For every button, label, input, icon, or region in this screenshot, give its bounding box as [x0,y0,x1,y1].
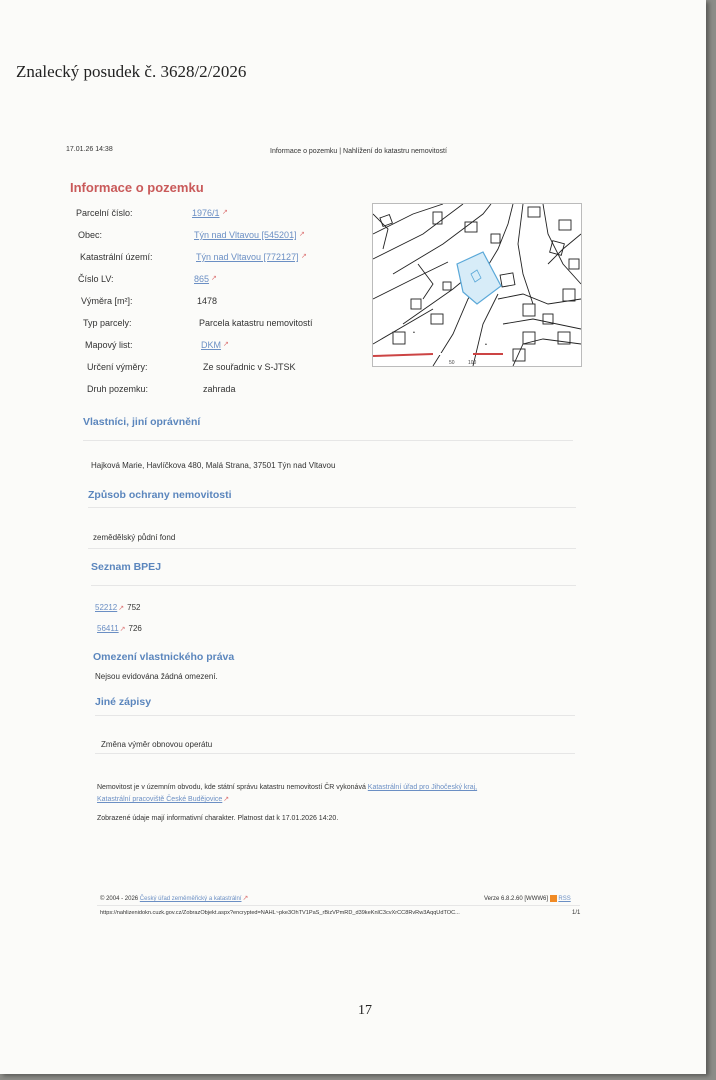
svg-text:•: • [413,330,415,336]
parcel-info-value: zahrada [203,384,236,394]
parcel-info-label: Výměra [m²]: [81,296,133,306]
office-link-workplace[interactable]: Katastrální pracoviště České Budějovice [97,796,223,803]
divider [95,753,575,754]
cadastral-map [372,203,582,367]
bpej-area: 752 [127,603,141,612]
divider [97,905,580,906]
owner-entry: Hajková Marie, Havlíčkova 480, Malá Strana, 37501 Týn nad Vltavou [91,461,336,470]
office-line-2 [97,795,229,803]
external-link-icon: ↗ [299,231,305,238]
restrictions-value: Nejsou evidována žádná omezení. [95,672,218,681]
external-link-icon: ↗ [301,253,307,260]
owners-heading: Vlastníci, jiní oprávnění [83,416,201,428]
parcel-info-label: Druh pozemku: [87,384,149,394]
other-records-value: Změna výměr obnovou operátu [101,740,213,749]
protection-heading: Způsob ochrany nemovitosti [88,489,232,501]
validity-note: Zobrazené údaje mají informativní charakter. Platnost dat k 17.01.2026 14:20. [97,815,339,822]
svg-text:•: • [485,342,487,348]
parcel-info-value[interactable]: 1976/1 [192,208,220,218]
restrictions-heading: Omezení vlastnického práva [93,651,235,663]
office-text [97,784,477,791]
cadastral-map-drawing [373,204,581,366]
external-link-icon: ↗ [118,605,125,612]
parcel-info-value: 1478 [197,296,218,306]
print-timestamp: 17.01.26 14:38 [66,146,113,153]
bpej-row [95,603,140,612]
divider [88,548,576,549]
bpej-code-link[interactable]: 52212 [95,603,118,612]
page-number: 17 [358,1003,372,1018]
bpej-heading: Seznam BPEJ [91,561,162,573]
footer-copyright [100,894,248,902]
parcel-info-value: Parcela katastru nemovitostí [199,318,313,328]
external-link-icon: ↗ [222,209,228,216]
parcel-info-label: Mapový list: [85,340,133,350]
parcel-info-label: Parcelní číslo: [76,208,133,218]
selected-parcel-shape [457,252,501,304]
parcel-info-label: Určení výměry: [87,362,148,372]
footer-page-count: 1/1 [572,910,581,916]
print-page-heading: Informace o pozemku | Nahlížení do katastru nemovitostí [270,148,447,155]
map-scale-label-100: 100 [468,360,477,366]
bpej-row [97,624,142,633]
footer-version [484,895,571,902]
parcel-info-heading: Informace o pozemku [70,180,204,195]
office-description: Nemovitost je v územním obvodu, kde státní správu katastru nemovitostí ČR vykonává [97,784,366,791]
parcel-info-label: Katastrální území: [80,252,153,262]
external-link-icon: ↗ [223,796,230,803]
rss-link[interactable]: RSS [558,896,571,903]
divider [83,440,573,441]
bpej-area: 726 [128,624,142,633]
external-link-icon: ↗ [211,275,217,282]
parcel-info-label: Typ parcely: [83,318,132,328]
version-text: Verze 6.8.2.60 [WWW6] [484,896,549,903]
parcel-info-value[interactable]: Týn nad Vltavou [545201] [194,230,297,240]
cuzk-link[interactable]: Český úřad zeměměřický a katastrální [139,896,242,902]
footer-url: https://nahlizenidokn.cuzk.gov.cz/ZobrazObjekt.aspx?encrypted=NAHL~pke3OhTV1PaS_rBizVPmRD_d39keKnlC3cvXrCC8RvRw3AqqUdTOC... [100,910,460,916]
bpej-code-link[interactable]: 56411 [97,624,119,633]
map-scale-label-50: 50 [449,360,455,366]
external-link-icon: ↗ [223,341,229,348]
parcel-info-value[interactable]: 865 [194,274,210,284]
divider [88,507,576,508]
parcel-info-value: Ze souřadnic v S-JTSK [203,362,296,372]
copyright-text: © 2004 - 2026 [100,896,139,902]
divider [91,585,576,586]
external-link-icon: ↗ [119,626,126,633]
rss-icon[interactable] [550,895,557,902]
report-title: Znalecký posudek č. 3628/2/2026 [16,62,247,81]
protection-value: zemědělský půdní fond [93,533,176,542]
parcel-info-label: Číslo LV: [78,274,114,284]
other-records-heading: Jiné zápisy [95,696,152,708]
external-link-icon: ↗ [242,895,249,902]
parcel-info-label: Obec: [78,230,103,240]
divider [95,715,575,716]
parcel-info-value[interactable]: DKM [201,340,221,350]
office-link-region[interactable]: Katastrální úřad pro Jihočeský kraj, [367,784,478,791]
parcel-info-value[interactable]: Týn nad Vltavou [772127] [196,252,299,262]
